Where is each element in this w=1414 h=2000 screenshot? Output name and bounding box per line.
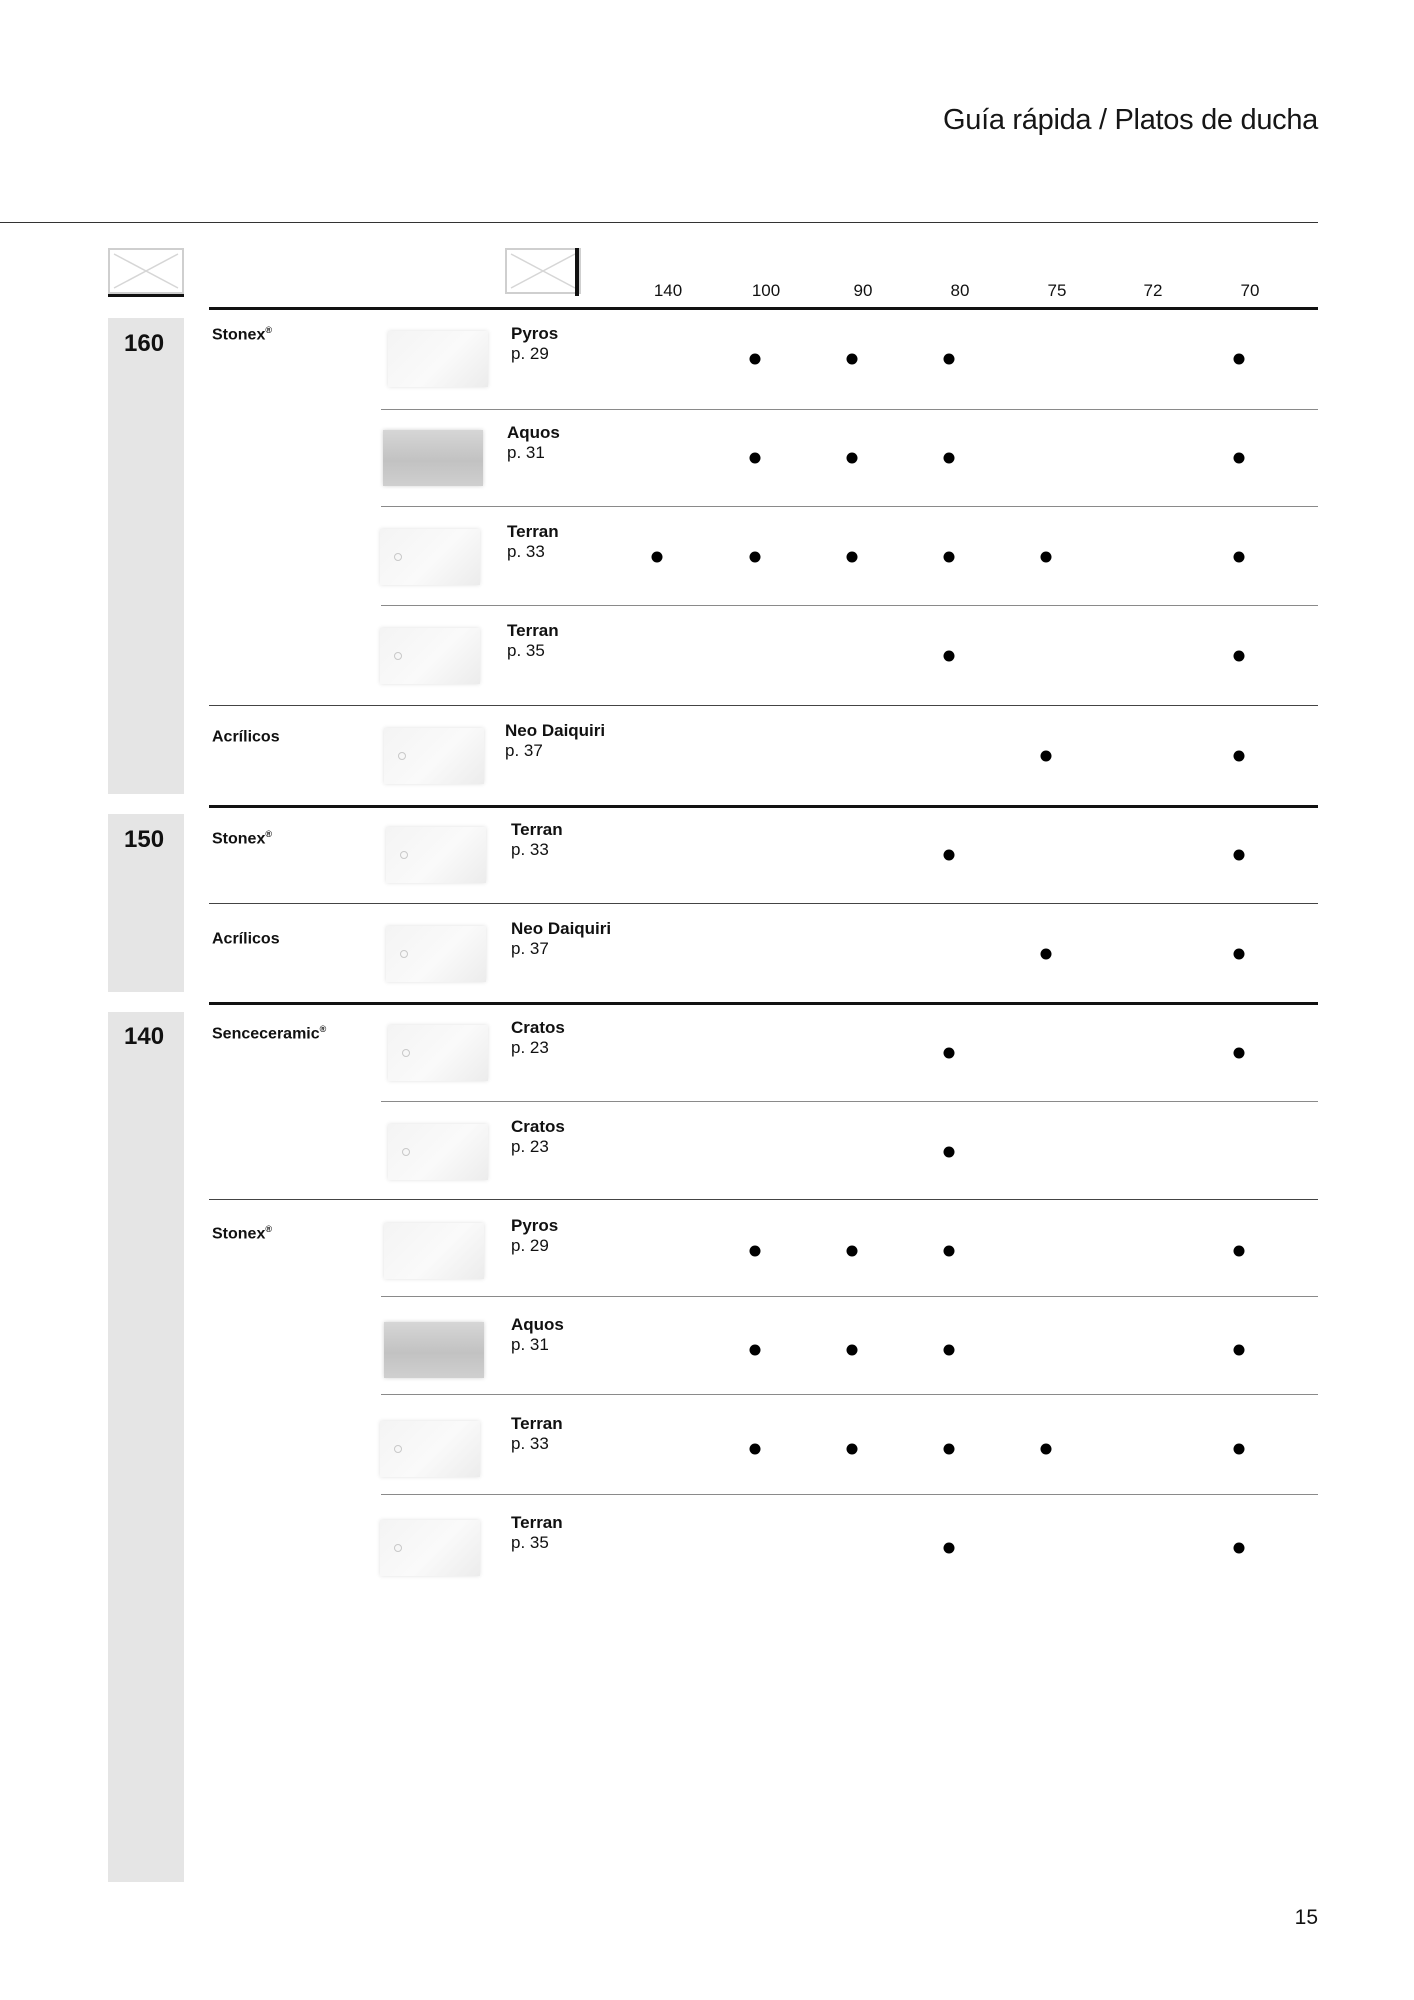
availability-dot-70: [1234, 354, 1245, 365]
row-divider: [381, 605, 1318, 606]
column-header-90: 90: [853, 281, 873, 300]
availability-dot-100: [750, 1444, 761, 1455]
page-number: 15: [1294, 1906, 1318, 1929]
product-thumbnail: [388, 331, 488, 387]
row-divider: [381, 1494, 1318, 1495]
availability-dot-80: [944, 552, 955, 563]
product-thumbnail: [380, 1520, 480, 1576]
header-rule: [209, 307, 1318, 310]
availability-dot-80: [944, 1246, 955, 1257]
column-header-75: 75: [1047, 281, 1067, 300]
product-page-ref: p. 29: [511, 1236, 549, 1255]
availability-dot-80: [944, 1444, 955, 1455]
availability-dot-75: [1041, 949, 1052, 960]
product-page-ref: p. 37: [505, 741, 543, 760]
availability-dot-100: [750, 453, 761, 464]
availability-dot-75: [1041, 552, 1052, 563]
product-thumbnail: [380, 628, 480, 684]
size-label: 140: [124, 1023, 165, 1050]
page-title: Guía rápida / Platos de ducha: [943, 104, 1318, 136]
drain-icon: [400, 851, 408, 859]
product-name: Terran: [511, 1414, 563, 1433]
family-divider: [209, 1199, 1318, 1200]
drain-icon: [394, 553, 402, 561]
top-rule: [0, 222, 1318, 223]
availability-dot-80: [944, 1543, 955, 1554]
availability-dot-70: [1234, 949, 1245, 960]
family-label: Stonex®: [212, 1224, 272, 1243]
product-name: Terran: [507, 522, 559, 541]
size-divider: [209, 1002, 1318, 1005]
availability-dot-70: [1234, 1444, 1245, 1455]
availability-dot-70: [1234, 1246, 1245, 1257]
family-label: Senceceramic®: [212, 1024, 327, 1043]
tray-width-marker: [575, 248, 579, 296]
column-header-70: 70: [1240, 281, 1260, 300]
size-label: 150: [124, 826, 165, 853]
availability-dot-70: [1234, 1048, 1245, 1059]
product-name: Neo Daiquiri: [511, 919, 612, 938]
product-page-ref: p. 31: [511, 1335, 549, 1354]
drain-icon: [402, 1148, 410, 1156]
drain-icon: [402, 1049, 410, 1057]
availability-dot-70: [1234, 552, 1245, 563]
product-name: Cratos: [511, 1018, 565, 1037]
availability-dot-140: [652, 552, 663, 563]
product-thumbnail: [384, 1223, 484, 1279]
availability-dot-100: [750, 552, 761, 563]
size-divider: [209, 805, 1318, 808]
availability-dot-90: [847, 453, 858, 464]
row-divider: [381, 1101, 1318, 1102]
product-thumbnail: [380, 1421, 480, 1477]
drain-icon: [394, 1445, 402, 1453]
row-divider: [381, 1296, 1318, 1297]
availability-dot-70: [1234, 1543, 1245, 1554]
drain-icon: [394, 652, 402, 660]
product-page-ref: p. 33: [511, 1434, 549, 1453]
product-page-ref: p. 33: [511, 840, 549, 859]
availability-dot-80: [944, 850, 955, 861]
column-header-140: 140: [653, 281, 683, 300]
product-thumbnail: [380, 529, 480, 585]
availability-dot-80: [944, 1048, 955, 1059]
product-thumbnail: [386, 926, 486, 982]
product-thumbnail: [384, 728, 484, 784]
family-label: Stonex®: [212, 829, 272, 848]
product-thumbnail: [383, 430, 483, 486]
row-divider: [381, 506, 1318, 507]
drain-icon: [398, 752, 406, 760]
drain-icon: [394, 1544, 402, 1552]
product-name: Pyros: [511, 1216, 559, 1235]
availability-dot-80: [944, 651, 955, 662]
product-thumbnail: [386, 827, 486, 883]
product-page-ref: p. 29: [511, 344, 549, 363]
availability-dot-90: [847, 1246, 858, 1257]
availability-dot-70: [1234, 751, 1245, 762]
product-page-ref: p. 23: [511, 1038, 549, 1057]
availability-dot-70: [1234, 651, 1245, 662]
product-page-ref: p. 35: [511, 1533, 549, 1552]
availability-dot-90: [847, 1444, 858, 1455]
family-divider: [209, 705, 1318, 706]
product-name: Aquos: [507, 423, 560, 442]
family-label: Acrílicos: [212, 930, 280, 948]
family-divider: [209, 903, 1318, 904]
availability-dot-90: [847, 354, 858, 365]
availability-dot-75: [1041, 1444, 1052, 1455]
tray-length-icon: [108, 248, 184, 294]
availability-dot-100: [750, 1246, 761, 1257]
availability-dot-100: [750, 1345, 761, 1356]
availability-dot-90: [847, 1345, 858, 1356]
availability-dot-80: [944, 1147, 955, 1158]
availability-dot-70: [1234, 1345, 1245, 1356]
product-page-ref: p. 31: [507, 443, 545, 462]
availability-dot-90: [847, 552, 858, 563]
availability-dot-80: [944, 354, 955, 365]
column-header-72: 72: [1143, 281, 1163, 300]
product-page-ref: p. 23: [511, 1137, 549, 1156]
availability-dot-100: [750, 354, 761, 365]
family-label: Stonex®: [212, 325, 272, 344]
availability-dot-70: [1234, 850, 1245, 861]
size-block-140: [108, 1012, 184, 1882]
product-thumbnail: [388, 1124, 488, 1180]
product-page-ref: p. 37: [511, 939, 549, 958]
product-name: Terran: [507, 621, 559, 640]
product-name: Terran: [511, 820, 563, 839]
column-header-100: 100: [751, 281, 781, 300]
product-name: Neo Daiquiri: [505, 721, 606, 740]
product-name: Terran: [511, 1513, 563, 1532]
tray-width-icon: [505, 248, 581, 294]
product-thumbnail: [388, 1025, 488, 1081]
row-divider: [381, 1394, 1318, 1395]
size-block-160: [108, 318, 184, 794]
tray-length-underline: [108, 294, 184, 297]
availability-dot-70: [1234, 453, 1245, 464]
family-label: Acrílicos: [212, 728, 280, 746]
product-page-ref: p. 35: [507, 641, 545, 660]
availability-dot-75: [1041, 751, 1052, 762]
product-name: Aquos: [511, 1315, 564, 1334]
drain-icon: [400, 950, 408, 958]
product-thumbnail: [384, 1322, 484, 1378]
row-divider: [381, 409, 1318, 410]
availability-dot-80: [944, 453, 955, 464]
availability-dot-80: [944, 1345, 955, 1356]
product-name: Pyros: [511, 324, 559, 343]
column-header-80: 80: [950, 281, 970, 300]
size-label: 160: [124, 330, 165, 357]
product-name: Cratos: [511, 1117, 565, 1136]
product-page-ref: p. 33: [507, 542, 545, 561]
